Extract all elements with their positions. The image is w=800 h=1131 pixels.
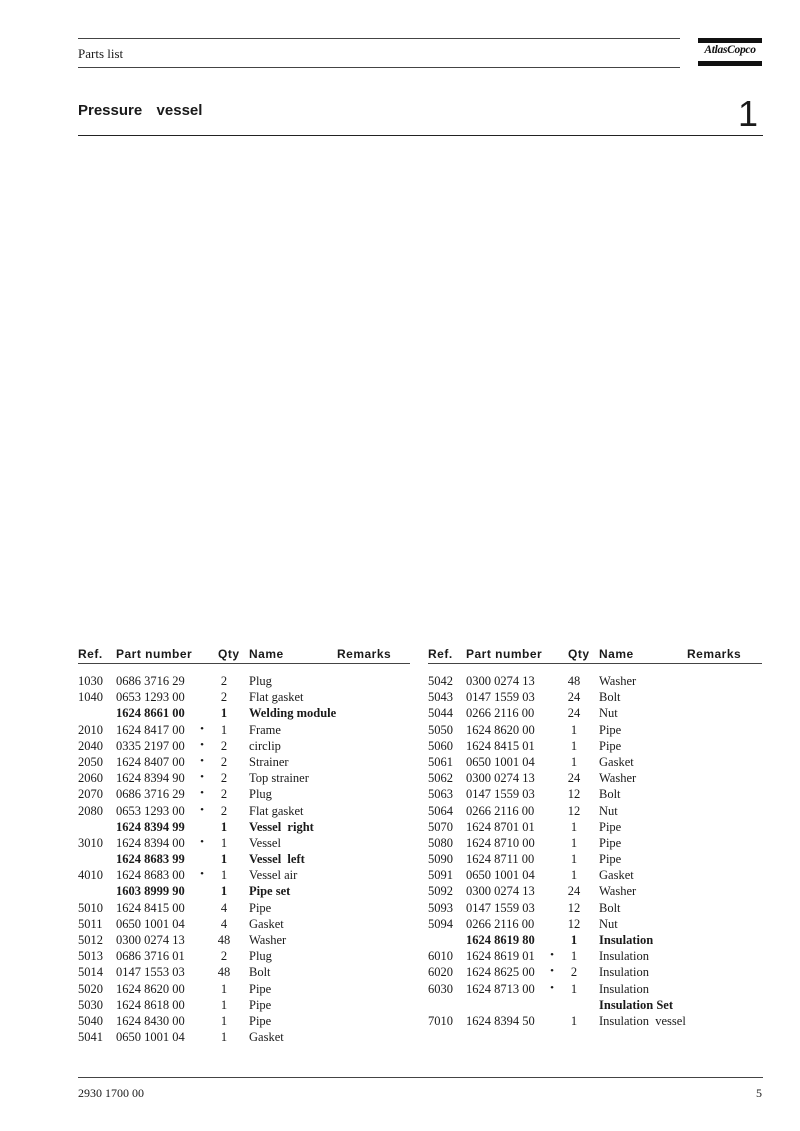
ref-cell: 5014 [78, 965, 103, 980]
part-number-cell: 0653 1293 00 [116, 690, 185, 705]
part-number-cell: 1624 8394 00 [116, 835, 185, 850]
qty-cell: 24 [567, 690, 581, 705]
name-cell: Bolt [599, 787, 621, 802]
qty-cell: 1 [570, 754, 578, 769]
qty-cell: 1 [570, 738, 578, 753]
header-top-rule [78, 38, 680, 39]
name-cell: Bolt [249, 965, 271, 980]
name-cell: Pipe [599, 835, 622, 850]
logo-top-bar [698, 38, 762, 43]
name-cell: circlip [249, 738, 281, 753]
name-cell: Bolt [599, 690, 621, 705]
part-number-cell: 1624 8417 00 [116, 722, 185, 737]
qty-cell: 12 [567, 787, 581, 802]
ref-cell: 5041 [78, 1030, 103, 1045]
part-number-cell: 0650 1001 04 [466, 868, 535, 883]
qty-cell: 2 [220, 949, 228, 964]
page-title: Pressure vessel [78, 102, 203, 119]
ref-cell: 5030 [78, 997, 103, 1012]
name-cell: Insulation [599, 981, 649, 996]
qty-cell: 4 [220, 916, 228, 931]
logo-text: AtlasCopco [704, 44, 756, 56]
ref-cell: 2040 [78, 738, 103, 753]
name-cell: Bolt [599, 900, 621, 915]
part-number-cell: 0335 2197 00 [116, 738, 185, 753]
qty-cell: 1 [570, 949, 578, 964]
ref-cell: 5011 [78, 916, 103, 931]
parts-table-right [428, 647, 762, 1028]
name-cell: Insulation vessel [599, 1013, 686, 1028]
qty-cell: 1 [220, 884, 228, 899]
name-cell: Vessel left [249, 852, 305, 867]
name-cell: Washer [599, 674, 637, 688]
name-cell: Pipe [249, 900, 272, 915]
part-number-cell: 1624 8710 00 [466, 835, 535, 850]
bullet-marker: • [200, 803, 204, 816]
ref-cell: 2070 [78, 787, 103, 802]
ref-cell: 3010 [78, 835, 103, 850]
qty-cell: 24 [567, 706, 581, 721]
part-number-cell: 0300 0274 13 [466, 771, 535, 786]
qty-cell: 2 [220, 754, 228, 769]
bullet-marker: • [200, 787, 204, 800]
ref-cell: 5043 [428, 690, 453, 705]
part-number-cell: 1624 8683 99 [116, 852, 185, 867]
name-cell: Insulation [599, 965, 649, 980]
part-number-cell: 0686 3716 29 [116, 674, 185, 688]
qty-cell: 1 [220, 997, 228, 1012]
part-number-cell: 0147 1559 03 [466, 900, 535, 915]
part-number-cell: 0300 0274 13 [116, 933, 185, 947]
header-remarks: Remarks [337, 647, 392, 661]
name-cell: Insulation [599, 933, 654, 947]
name-cell: Pipe [599, 852, 622, 867]
ref-cell: 5090 [428, 852, 453, 867]
logo-bottom-bar [698, 61, 762, 66]
document-number: 2930 1700 00 [78, 1086, 144, 1100]
part-number-cell: 1624 8620 00 [466, 722, 535, 737]
part-number-cell: 0266 2116 00 [466, 803, 535, 818]
ref-cell: 5064 [428, 803, 453, 818]
name-cell: Plug [249, 674, 272, 688]
ref-cell: 2010 [78, 722, 103, 737]
qty-cell: 12 [567, 916, 581, 931]
ref-cell: 7010 [428, 1013, 453, 1028]
qty-cell: 2 [220, 803, 228, 818]
ref-cell: 5042 [428, 674, 453, 688]
ref-cell: 5044 [428, 706, 453, 721]
qty-cell: 1 [220, 1013, 228, 1028]
header-part-number: Part number [116, 647, 193, 661]
name-cell: Insulation Set [599, 997, 673, 1012]
name-cell: Vessel right [249, 819, 314, 834]
qty-cell: 1 [570, 1013, 578, 1028]
ref-cell: 5050 [428, 722, 453, 737]
part-number-cell: 1624 8620 00 [116, 981, 185, 996]
header-qty: Qty [568, 647, 590, 661]
part-number-cell: 0147 1559 03 [466, 690, 535, 705]
part-number-cell: 1624 8430 00 [116, 1013, 185, 1028]
name-cell: Nut [599, 706, 618, 721]
ref-cell: 5093 [428, 900, 453, 915]
ref-cell: 2050 [78, 754, 103, 769]
name-cell: Strainer [249, 754, 289, 769]
ref-cell: 1040 [78, 690, 103, 705]
ref-cell: 5063 [428, 787, 453, 802]
qty-cell: 12 [567, 900, 581, 915]
qty-cell: 2 [220, 771, 228, 786]
ref-cell: 6010 [428, 949, 453, 964]
bullet-marker: • [200, 771, 204, 784]
name-cell: Plug [249, 787, 272, 802]
qty-cell: 2 [220, 787, 228, 802]
qty-cell: 4 [220, 900, 228, 915]
qty-cell: 48 [217, 965, 231, 980]
part-number-cell: 0686 3716 01 [116, 949, 185, 964]
part-number-cell: 0686 3716 29 [116, 787, 185, 802]
table-header [78, 647, 410, 663]
part-number-cell: 1624 8701 01 [466, 819, 535, 834]
qty-cell: 48 [567, 674, 581, 688]
name-cell: Insulation [599, 949, 649, 964]
page-number: 5 [756, 1086, 762, 1100]
header-name: Name [249, 647, 284, 661]
qty-cell: 24 [567, 884, 581, 899]
name-cell: Nut [599, 803, 618, 818]
name-cell: Top strainer [249, 771, 309, 786]
part-number-cell: 0653 1293 00 [116, 803, 185, 818]
name-cell: Pipe [249, 997, 272, 1012]
bullet-marker: • [200, 868, 204, 881]
qty-cell: 1 [570, 981, 578, 996]
name-cell: Gasket [249, 916, 284, 931]
bullet-marker: • [550, 965, 554, 978]
part-number-cell: 0147 1559 03 [466, 787, 535, 802]
header-bottom-rule [78, 67, 680, 68]
qty-cell: 1 [220, 706, 228, 721]
part-number-cell: 1624 8619 01 [466, 949, 535, 964]
qty-cell: 1 [220, 868, 228, 883]
part-number-cell: 1624 8415 00 [116, 900, 185, 915]
footer-rule [78, 1077, 763, 1078]
part-number-cell: 1624 8711 00 [466, 852, 535, 867]
part-number-cell: 1624 8625 00 [466, 965, 535, 980]
qty-cell: 2 [220, 690, 228, 705]
header-label: Parts list [78, 46, 124, 61]
part-number-cell: 1624 8661 00 [116, 706, 185, 721]
qty-cell: 1 [220, 722, 228, 737]
part-number-cell: 0650 1001 04 [116, 916, 185, 931]
name-cell: Pipe [599, 738, 622, 753]
part-number-cell: 0650 1001 04 [466, 754, 535, 769]
qty-cell: 1 [570, 852, 578, 867]
bullet-marker: • [200, 835, 204, 848]
qty-cell: 1 [220, 835, 228, 850]
part-number-cell: 0266 2116 00 [466, 706, 535, 721]
bullet-marker: • [550, 949, 554, 962]
ref-cell: 5013 [78, 949, 103, 964]
part-number-cell: 1624 8683 00 [116, 868, 185, 883]
qty-cell: 1 [220, 819, 228, 834]
name-cell: Pipe [249, 1013, 272, 1028]
ref-cell: 6030 [428, 981, 453, 996]
qty-cell: 1 [220, 852, 228, 867]
name-cell: Pipe set [249, 884, 291, 899]
ref-cell: 5091 [428, 868, 453, 883]
qty-cell: 2 [570, 965, 578, 980]
qty-cell: 1 [220, 981, 228, 996]
qty-cell: 24 [567, 771, 581, 786]
part-number-cell: 1624 8619 80 [466, 933, 535, 947]
name-cell: Welding module [249, 706, 337, 721]
ref-cell: 5020 [78, 981, 103, 996]
name-cell: Nut [599, 916, 618, 931]
qty-cell: 1 [220, 1030, 228, 1045]
name-cell: Flat gasket [249, 803, 304, 818]
ref-cell: 5012 [78, 933, 103, 947]
ref-cell: 4010 [78, 868, 103, 883]
qty-cell: 2 [220, 674, 228, 688]
name-cell: Gasket [249, 1030, 284, 1045]
part-number-cell: 0650 1001 04 [116, 1030, 185, 1045]
ref-cell: 6020 [428, 965, 453, 980]
name-cell: Frame [249, 722, 281, 737]
qty-cell: 1 [570, 819, 578, 834]
name-cell: Washer [599, 771, 637, 786]
name-cell: Gasket [599, 754, 634, 769]
qty-cell: 1 [570, 868, 578, 883]
qty-cell: 12 [567, 803, 581, 818]
name-cell: Pipe [599, 722, 622, 737]
part-number-cell: 1624 8394 50 [466, 1013, 535, 1028]
header-qty: Qty [218, 647, 240, 661]
part-number-cell: 1624 8713 00 [466, 981, 535, 996]
ref-cell: 2080 [78, 803, 103, 818]
header-name: Name [599, 647, 634, 661]
part-number-cell: 0266 2116 00 [466, 916, 535, 931]
bullet-marker: • [200, 722, 204, 735]
name-cell: Vessel air [249, 868, 298, 883]
name-cell: Gasket [599, 868, 634, 883]
ref-cell: 1030 [78, 674, 103, 688]
name-cell: Pipe [599, 819, 622, 834]
ref-cell: 5062 [428, 771, 453, 786]
ref-cell: 5092 [428, 884, 453, 899]
part-number-cell: 0300 0274 13 [466, 884, 535, 899]
part-number-cell: 1624 8618 00 [116, 997, 185, 1012]
name-cell: Flat gasket [249, 690, 304, 705]
part-number-cell: 1603 8999 90 [116, 884, 185, 899]
bullet-marker: • [200, 754, 204, 767]
header-remarks: Remarks [687, 647, 742, 661]
ref-cell: 5094 [428, 916, 453, 931]
header-ref: Ref. [78, 647, 103, 661]
header-rule [78, 663, 410, 664]
title-rule [78, 135, 763, 136]
parts-table-left [78, 647, 410, 1045]
name-cell: Washer [249, 933, 287, 947]
ref-cell: 5060 [428, 738, 453, 753]
qty-cell: 1 [570, 722, 578, 737]
name-cell: Washer [599, 884, 637, 899]
qty-cell: 1 [570, 933, 578, 947]
part-number-cell: 1624 8415 01 [466, 738, 535, 753]
part-number-cell: 0300 0274 13 [466, 674, 535, 688]
ref-cell: 5010 [78, 900, 103, 915]
atlas-copco-logo [698, 38, 762, 68]
header-rule [428, 663, 762, 664]
part-number-cell: 1624 8407 00 [116, 754, 185, 769]
bullet-marker: • [200, 738, 204, 751]
qty-cell: 1 [570, 835, 578, 850]
ref-cell: 2060 [78, 771, 103, 786]
qty-cell: 48 [217, 933, 231, 947]
qty-cell: 2 [220, 738, 228, 753]
table-header [428, 647, 762, 663]
part-number-cell: 1624 8394 90 [116, 771, 185, 786]
header-part-number: Part number [466, 647, 543, 661]
part-number-cell: 1624 8394 99 [116, 819, 185, 834]
ref-cell: 5040 [78, 1013, 103, 1028]
name-cell: Pipe [249, 981, 272, 996]
name-cell: Vessel [249, 835, 281, 850]
ref-cell: 5070 [428, 819, 453, 834]
bullet-marker: • [550, 981, 554, 994]
part-number-cell: 0147 1553 03 [116, 965, 185, 980]
chapter-number: 1 [738, 93, 759, 134]
header-ref: Ref. [428, 647, 453, 661]
ref-cell: 5061 [428, 754, 453, 769]
name-cell: Plug [249, 949, 272, 964]
ref-cell: 5080 [428, 835, 453, 850]
